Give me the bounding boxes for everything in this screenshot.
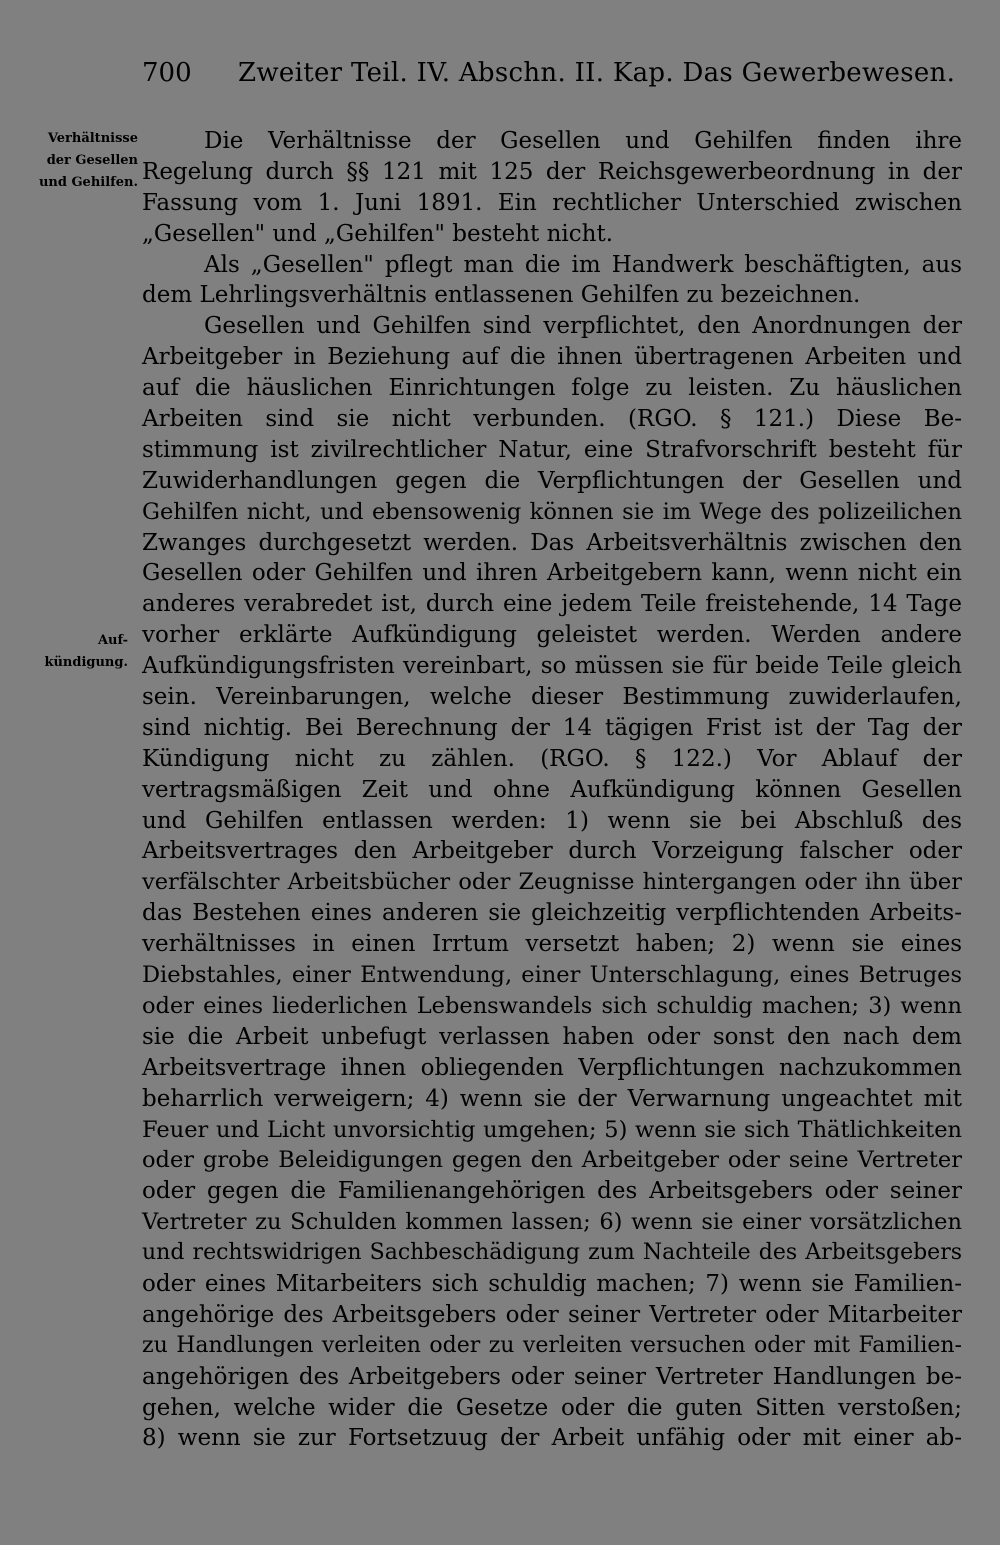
text-line: und Gehilfen entlassen werden: 1) wenn sie bei Abschluß des: [142, 807, 962, 834]
text-line: Zuwiderhandlungen gegen die Verpflichtungen der Gesellen und: [142, 467, 962, 494]
page-number: 700: [142, 58, 192, 88]
text-line: vorher erklärte Aufkündigung geleistet werden. Werden andere: [142, 622, 962, 649]
body-text: [142, 126, 962, 1454]
margin-note-line: Verhältnisse: [47, 131, 138, 146]
text-line: angehörige des Arbeitsgebers oder seiner Vertreter oder Mitarbeiter: [142, 1301, 962, 1328]
text-line: Arbeitgeber in Beziehung auf die ihnen übertragenen Arbeiten und: [142, 344, 962, 371]
text-line: und rechtswidrigen Sachbeschädigung zum Nachteile des Arbeitsgebers: [142, 1240, 962, 1266]
text-line: sie die Arbeit unbefugt verlassen haben oder sonst den nach dem: [142, 1023, 962, 1050]
text-line: beharrlich verweigern; 4) wenn sie der Verwarnung ungeachtet mit: [142, 1085, 962, 1112]
text-line: das Bestehen eines anderen sie gleichzeitig verpflichtenden Arbeits-: [142, 900, 962, 927]
text-line: Fassung vom 1. Juni 1891. Ein rechtlicher Unterschied zwischen: [142, 189, 962, 216]
text-line: Feuer und Licht unvorsichtig umgehen; 5) wenn sie sich Thätlichkeiten: [142, 1116, 962, 1143]
text-line: Regelung durch §§ 121 mit 125 der Reichsgewerbeordnung in der: [142, 158, 962, 185]
text-line: oder eines liederlichen Lebenswandels sich schuldig machen; 3) wenn: [142, 992, 962, 1019]
text-line: anderes verabredet ist, durch eine jedem Teile freistehende, 14 Tage: [142, 591, 962, 618]
text-line: Arbeitsvertrage ihnen obliegenden Verpflichtungen nachzukommen: [142, 1054, 962, 1081]
text-line: Vertreter zu Schulden kommen lassen; 6) wenn sie einer vorsätzlichen: [142, 1209, 962, 1236]
text-line: Gehilfen nicht, und ebensowenig können sie im Wege des polizeilichen: [142, 498, 962, 525]
text-line: Arbeitsvertrages den Arbeitgeber durch Vorzeigung falscher oder: [142, 838, 962, 865]
text-line: oder gegen die Familienangehörigen des Arbeitsgebers oder seiner: [142, 1178, 962, 1205]
text-line: „Gesellen" und „Gehilfen" besteht nicht.: [142, 220, 614, 247]
margin-note-line: kündigung.: [44, 655, 128, 670]
text-line: oder eines Mitarbeiters sich schuldig machen; 7) wenn sie Familien-: [142, 1270, 962, 1297]
running-head-title: Zweiter Teil. IV. Abschn. II. Kap. Das Gewerbewesen.: [238, 58, 956, 88]
running-head: [142, 58, 962, 94]
text-line: Aufkündigungsfristen vereinbart, so müssen sie für beide Teile gleich: [142, 653, 962, 680]
text-line: Die Verhältnisse der Gesellen und Gehilfen finden ihre: [204, 128, 962, 154]
text-line: Gesellen oder Gehilfen und ihren Arbeitgebern kann, wenn nicht ein: [142, 560, 962, 587]
margin-note-aufkuendigung: [10, 630, 128, 674]
text-line: Gesellen und Gehilfen sind verpflichtet, den Anordnungen der: [204, 313, 962, 340]
text-line: verfälschter Arbeitsbücher oder Zeugnisse hintergangen oder ihn über: [142, 869, 962, 896]
text-line: vertragsmäßigen Zeit und ohne Aufkündigung können Gesellen: [142, 776, 962, 803]
text-line: gehen, welche wider die Gesetze oder die guten Sitten verstoßen;: [142, 1394, 962, 1421]
text-line: verhältnisses in einen Irrtum versetzt haben; 2) wenn sie eines: [142, 931, 962, 958]
text-line: Zwanges durchgesetzt werden. Das Arbeitsverhältnis zwischen den: [142, 529, 962, 556]
text-line: angehörigen des Arbeitgebers oder seiner Vertreter Handlungen be-: [142, 1363, 962, 1390]
margin-note-line: Auf-: [97, 633, 128, 648]
text-line: Als „Gesellen" pflegt man die im Handwerk beschäftigten, aus: [204, 251, 962, 278]
text-line: stimmung ist zivilrechtlicher Natur, eine Strafvorschrift besteht für: [142, 436, 962, 463]
text-line: Kündigung nicht zu zählen. (RGO. § 122.) Vor Ablauf der: [142, 745, 962, 772]
text-line: Diebstahles, einer Entwendung, einer Unterschlagung, eines Betruges: [142, 962, 962, 989]
text-line: 8) wenn sie zur Fortsetzuug der Arbeit unfähig oder mit einer ab-: [142, 1425, 962, 1452]
margin-note-line: der Gesellen: [46, 153, 138, 168]
margin-note-gesellen: [10, 128, 138, 194]
text-line: zu Handlungen verleiten oder zu verleiten versuchen oder mit Familien-: [142, 1332, 962, 1358]
text-line: auf die häuslichen Einrichtungen folge zu leisten. Zu häuslichen: [142, 375, 962, 402]
text-line: dem Lehrlingsverhältnis entlassenen Gehilfen zu bezeichnen.: [142, 282, 861, 309]
text-line: sein. Vereinbarungen, welche dieser Bestimmung zuwiderlaufen,: [142, 684, 962, 711]
text-line: sind nichtig. Bei Berechnung der 14 tägigen Frist ist der Tag der: [142, 714, 962, 741]
margin-note-line: und Gehilfen.: [38, 175, 138, 190]
text-line: oder grobe Beleidigungen gegen den Arbeitgeber oder seine Vertreter: [142, 1147, 962, 1174]
text-line: Arbeiten sind sie nicht verbunden. (RGO. § 121.) Diese Be-: [142, 406, 962, 433]
